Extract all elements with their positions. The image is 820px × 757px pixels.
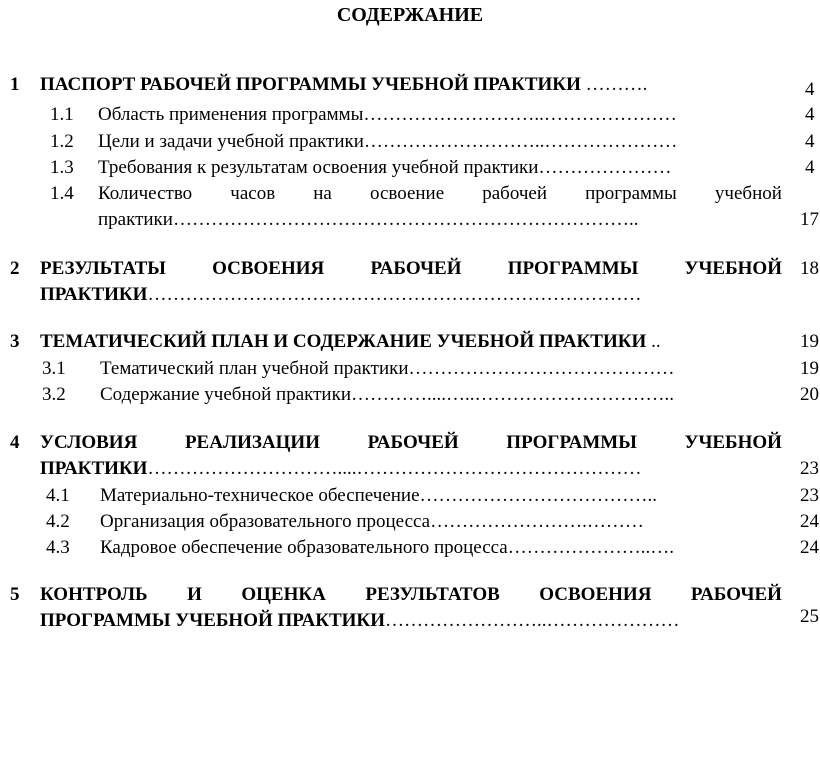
entry-number: 2 xyxy=(10,258,20,279)
entry-number: 4.3 xyxy=(46,537,70,558)
entry-number: 4.1 xyxy=(46,485,70,506)
entry-number: 4 xyxy=(10,432,20,453)
page-number: 4 xyxy=(805,104,815,125)
entry-number: 3.1 xyxy=(42,358,66,379)
entry-number: 1.2 xyxy=(50,131,74,152)
page-number: 25 xyxy=(800,606,819,627)
entry-number: 1.4 xyxy=(50,183,74,204)
entry-number: 3.2 xyxy=(42,384,66,405)
entry-title-line2: ПРАКТИКИ…………………………………………………………………… xyxy=(40,284,642,305)
entry-title: Материально-техническое обеспечение……………………………….. xyxy=(100,485,658,506)
page-number: 24 xyxy=(800,537,819,558)
page-number: 20 xyxy=(800,384,819,405)
entry-title: ПАСПОРТ РАБОЧЕЙ ПРОГРАММЫ УЧЕБНОЙ ПРАКТИКИ ………. xyxy=(40,74,648,95)
entry-number: 4.2 xyxy=(46,511,70,532)
entry-title-line2: практики……………………………………………………………….. xyxy=(98,209,639,230)
entry-title: Кадровое обеспечение образовательного процесса…………………..…. xyxy=(100,537,674,558)
entry-title-line1: Количество часов на освоение рабочей программы учебной xyxy=(98,183,782,204)
entry-number: 3 xyxy=(10,331,20,352)
entry-title-line1: УСЛОВИЯ РЕАЛИЗАЦИИ РАБОЧЕЙ ПРОГРАММЫ УЧЕБНОЙ xyxy=(40,432,782,453)
entry-title: ТЕМАТИЧЕСКИЙ ПЛАН И СОДЕРЖАНИЕ УЧЕБНОЙ ПРАКТИКИ .. xyxy=(40,331,661,352)
page-number: 4 xyxy=(805,131,815,152)
page-number: 4 xyxy=(805,79,815,100)
page-number: 19 xyxy=(800,331,819,352)
entry-title-line2: ПРАКТИКИ…………………………....……………………………………… xyxy=(40,458,642,479)
entry-title: Область применения программы………………………..………………… xyxy=(98,104,677,125)
entry-number: 1.3 xyxy=(50,157,74,178)
page-number: 23 xyxy=(800,458,819,479)
page-title: СОДЕРЖАНИЕ xyxy=(336,4,484,26)
entry-title-line1: РЕЗУЛЬТАТЫ ОСВОЕНИЯ РАБОЧЕЙ ПРОГРАММЫ УЧЕБНОЙ xyxy=(40,258,782,279)
page-number: 18 xyxy=(800,258,819,279)
page-number: 4 xyxy=(805,157,815,178)
entry-title: Цели и задачи учебной практики………………………..………………… xyxy=(98,131,678,152)
entry-title-line1: КОНТРОЛЬ И ОЦЕНКА РЕЗУЛЬТАТОВ ОСВОЕНИЯ РАБОЧЕЙ xyxy=(40,584,782,605)
entry-title: Тематический план учебной практики…………………………………… xyxy=(100,358,675,379)
page-number: 24 xyxy=(800,511,819,532)
entry-title: Организация образовательного процесса…………………….……… xyxy=(100,511,644,532)
page-number: 23 xyxy=(800,485,819,506)
entry-number: 1.1 xyxy=(50,104,74,125)
entry-title-line2: ПРОГРАММЫ УЧЕБНОЙ ПРАКТИКИ……………………..………………… xyxy=(40,610,680,631)
entry-title: Требования к результатам освоения учебной практики………………… xyxy=(98,157,672,178)
entry-number: 1 xyxy=(10,74,20,95)
page-number: 19 xyxy=(800,358,819,379)
page-number: 17 xyxy=(800,209,819,230)
entry-number: 5 xyxy=(10,584,20,605)
entry-title: Содержание учебной практики…………....…..………………………….. xyxy=(100,384,674,405)
